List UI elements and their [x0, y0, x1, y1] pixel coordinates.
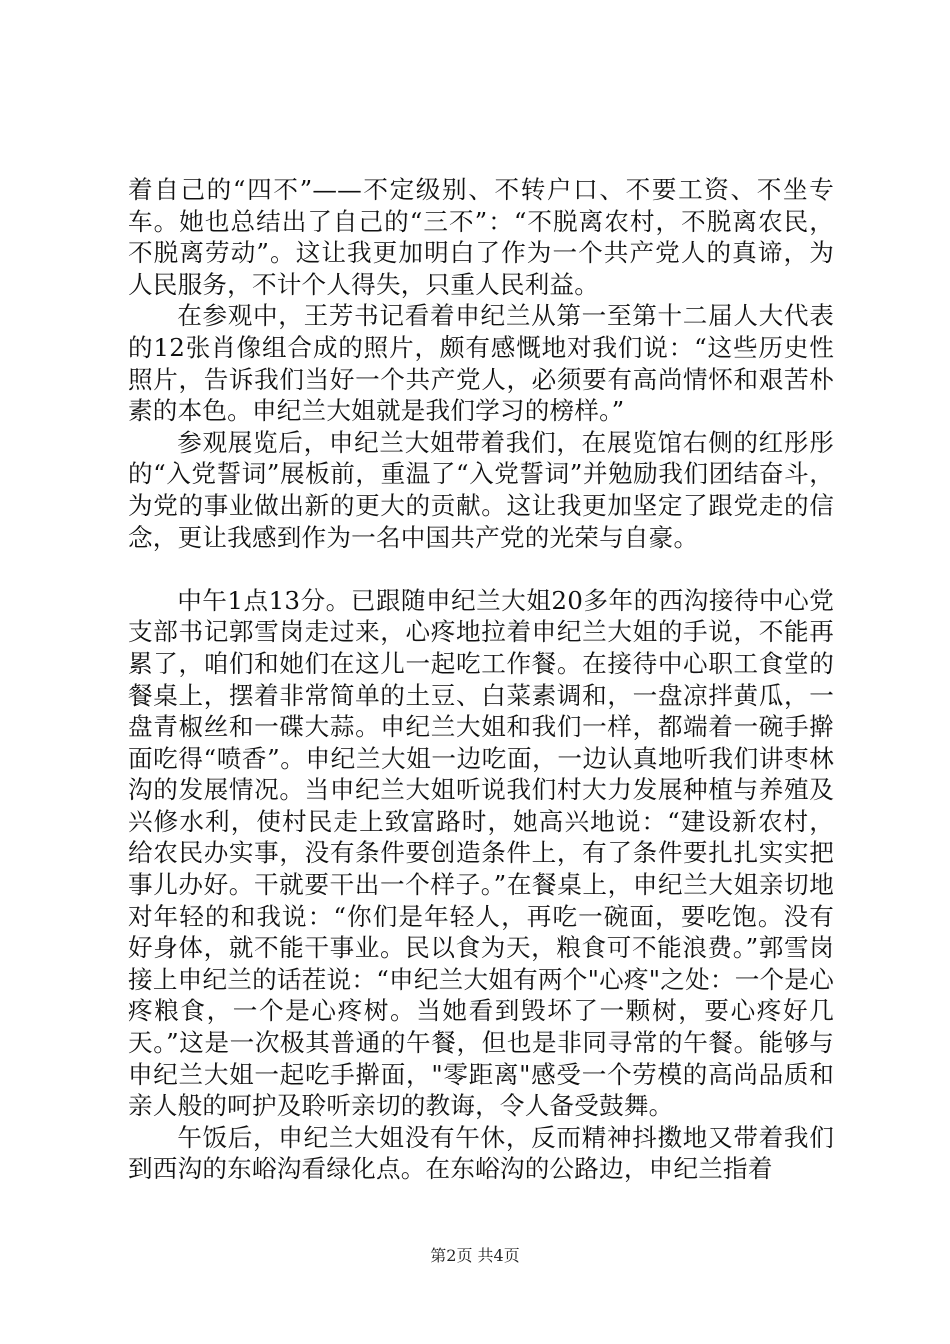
page-number-footer: 第2页 共4页 [430, 1246, 520, 1265]
paragraph: 午饭后，申纪兰大姐没有午休，反而精神抖擞地又带着我们到西沟的东峪沟看绿化点。在东峪沟的公路边，申纪兰指着 [128, 1122, 834, 1184]
paragraph: 中午1点13分。已跟随申纪兰大姐20多年的西沟接待中心党支部书记郭雪岗走过来，心疼地拉着申纪兰大姐的手说，不能再累了，咱们和她们在这儿一起吃工作餐。在接待中心职工食堂的餐桌上，摆着非常简单的土豆、白菜素调和，一盘凉拌黄瓜，一盘青椒丝和一碟大蒜。申纪兰大姐和我们一样，都端着一碗手擀面吃得“喷香”。申纪兰大姐一边吃面，一边认真地听我们讲枣林沟的发展情况。当申纪兰大姐听说我们村大力发展种植与养殖及兴修水利，使村民走上致富路时，她高兴地说：“建设新农村，给农民办实事，没有条件要创造条件上，有了条件要扎扎实实把事儿办好。干就要干出一个样子。”在餐桌上，申纪兰大姐亲切地对年轻的和我说：“你们是年轻人，再吃一碗面，要吃饱。没有好身体，就不能干事业。民以食为天，粮食可不能浪费。”郭雪岗接上申纪兰的话茬说：“申纪兰大姐有两个"心疼"之处：一个是心疼粮食，一个是心疼树。当她看到毁坏了一颗树，要心疼好几天。”这是一次极其普通的午餐，但也是非同寻常的午餐。能够与申纪兰大姐一起吃手擀面，"零距离"感受一个劳模的高尚品质和亲人般的呵护及聆听亲切的教诲，令人备受鼓舞。 [128, 585, 834, 1121]
document-body [128, 174, 834, 1185]
paragraph: 着自己的“四不”——不定级别、不转户口、不要工资、不坐专车。她也总结出了自己的“三不”：“不脱离农村，不脱离农民，不脱离劳动”。这让我更加明白了作为一个共产党人的真谛，为人民服务，不计个人得失，只重人民利益。 [128, 175, 834, 299]
paragraph: 参观展览后，申纪兰大姐带着我们，在展览馆右侧的红彤彤的“入党誓词”展板前，重温了“入党誓词”并勉励我们团结奋斗，为党的事业做出新的更大的贡献。这让我更加坚定了跟党走的信念，更让我感到作为一名中国共产党的光荣与自豪。 [128, 427, 834, 552]
paragraph: 在参观中，王芳书记看着申纪兰从第一至第十二届人大代表的12张肖像组合成的照片，颇有感慨地对我们说：“这些历史性照片，告诉我们当好一个共产党人，必须要有高尚情怀和艰苦朴素的本色。申纪兰大姐就是我们学习的榜样。” [128, 301, 834, 426]
paragraph-spacer [128, 553, 834, 585]
